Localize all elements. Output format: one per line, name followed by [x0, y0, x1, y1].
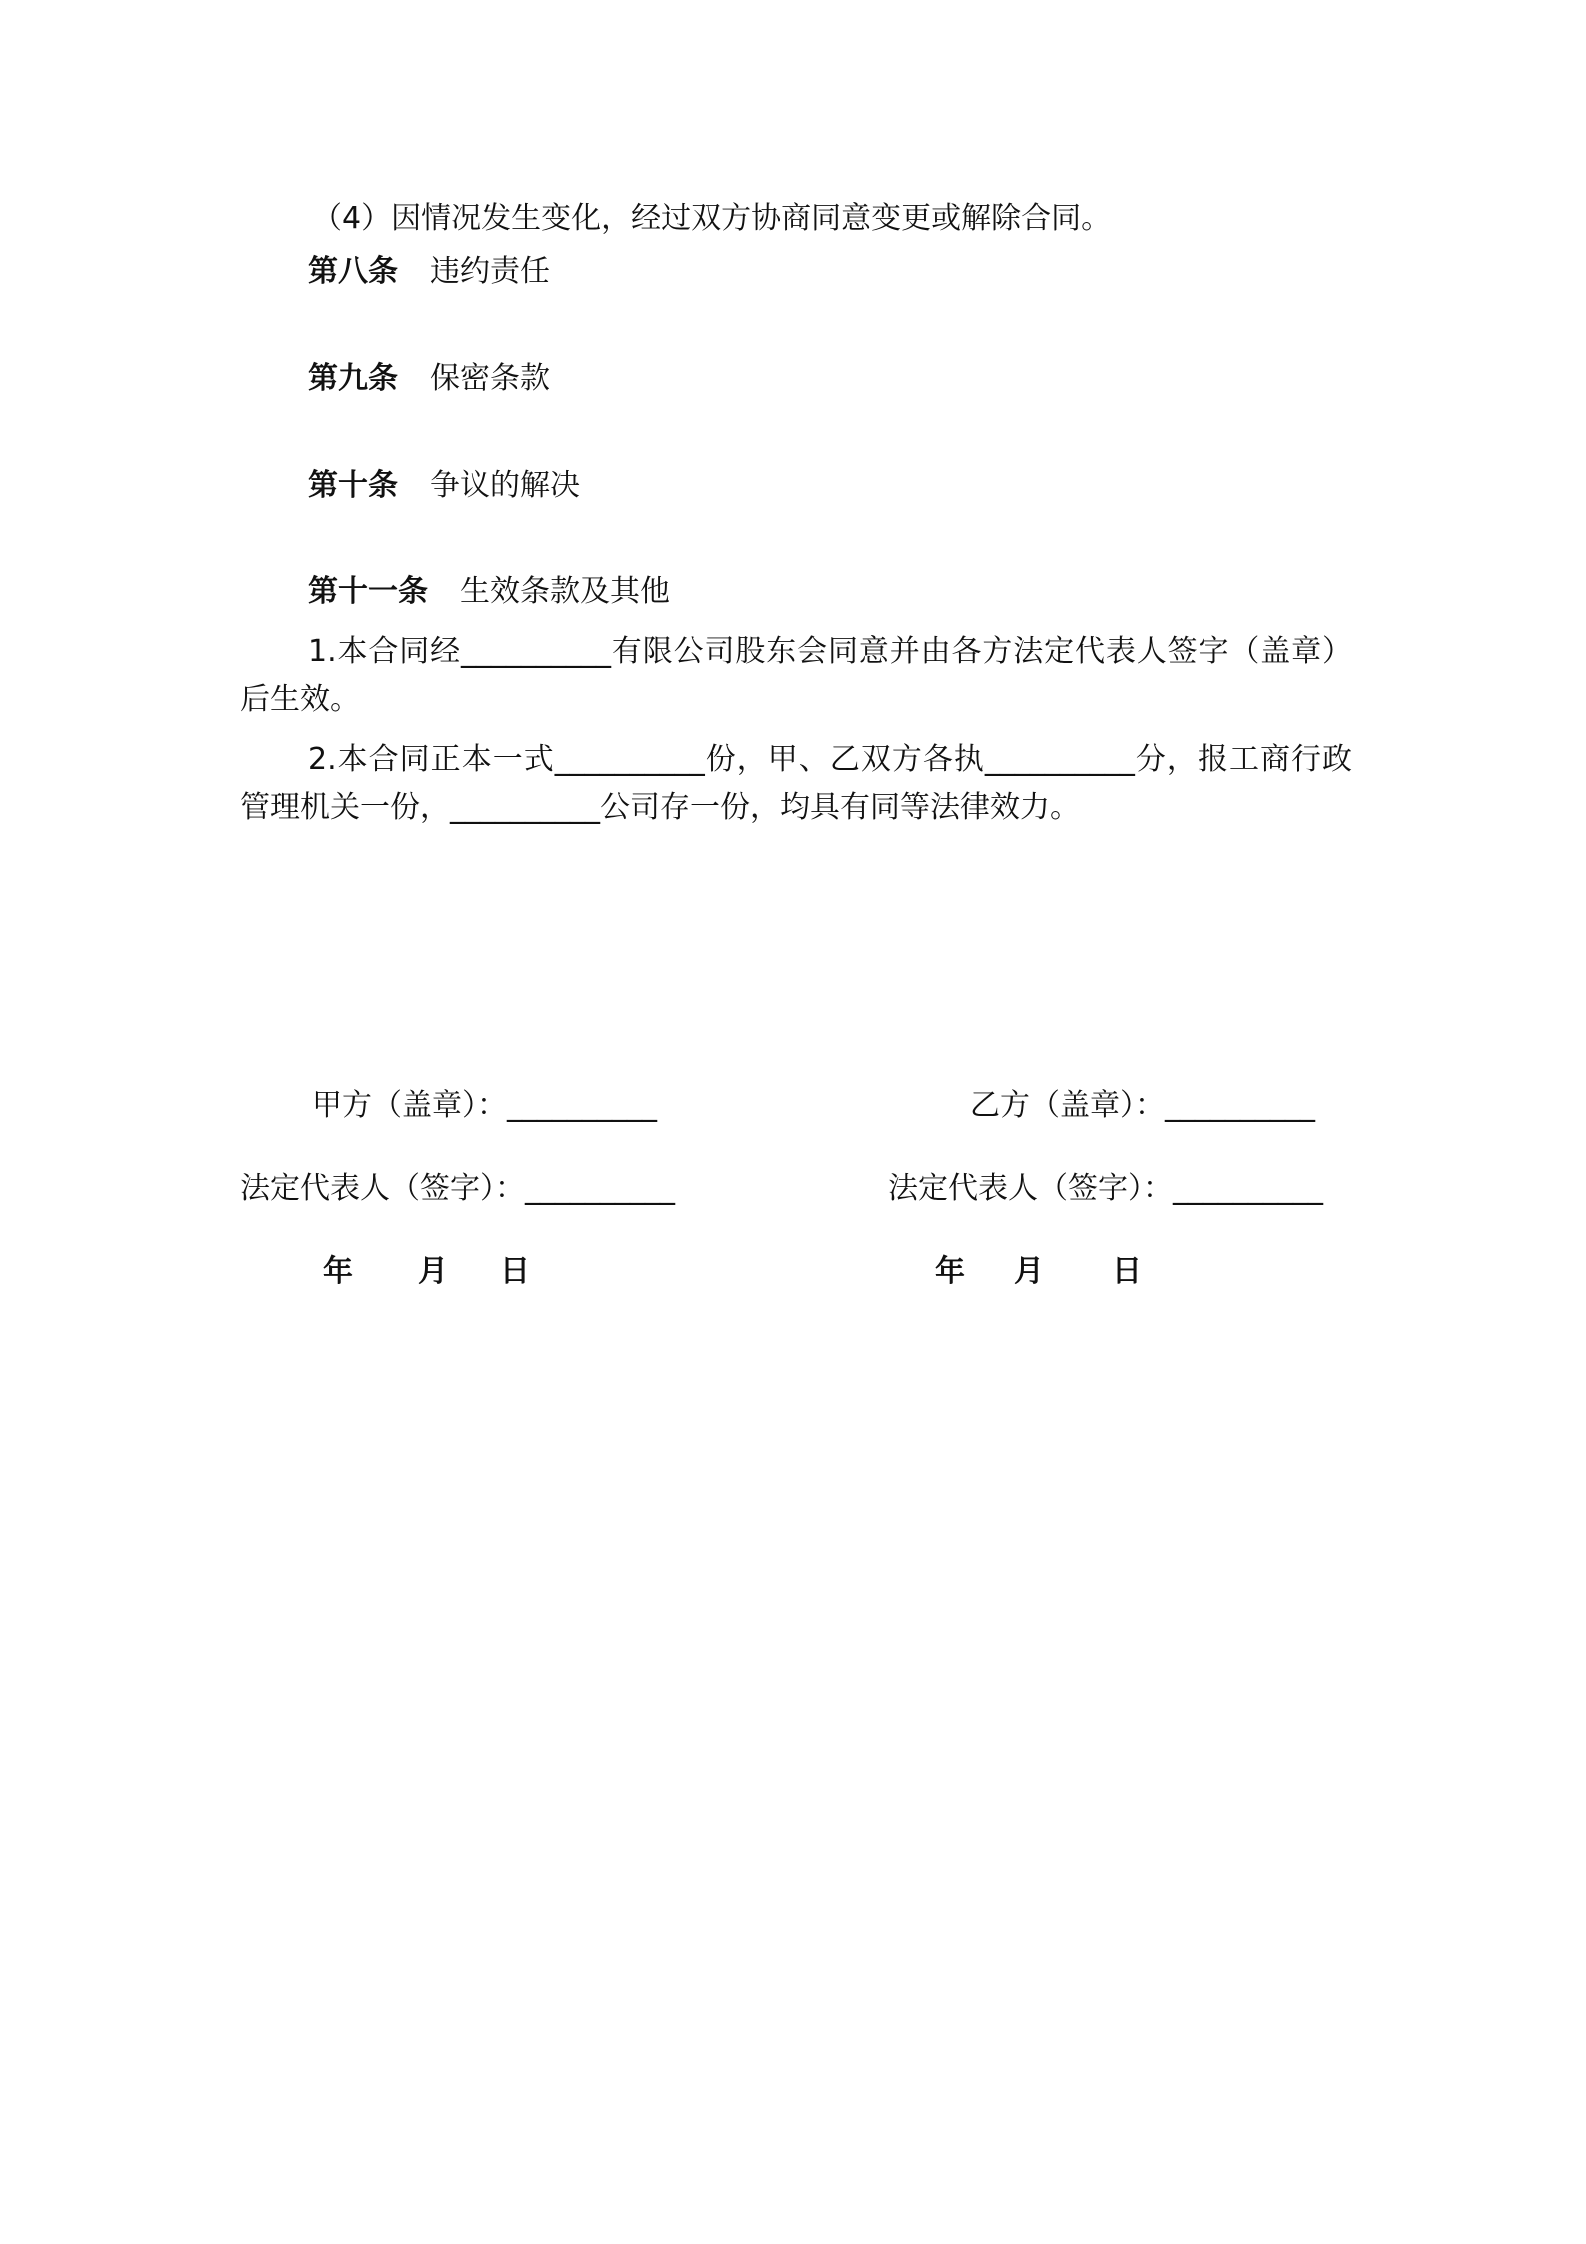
article-11-heading — [308, 572, 670, 612]
party-a-date-month: 月 — [418, 1254, 448, 1289]
article-number: 第八条 — [308, 254, 398, 289]
effectiveness-paragraph: 1.本合同经__________有限公司股东会同意并由各方法定代表人签字（盖章）后生效。 — [240, 634, 1352, 717]
party-b-date-year: 年 — [935, 1254, 965, 1289]
party-b-date-month: 月 — [1014, 1254, 1044, 1289]
article-title: 保密条款 — [430, 361, 550, 396]
party-b-date-day: 日 — [1112, 1254, 1142, 1289]
party-a-representative-line: 法定代表人（签字）：__________ — [240, 1171, 675, 1206]
party-b-seal-line: 乙方（盖章）：__________ — [970, 1088, 1315, 1123]
article-title: 争议的解决 — [430, 468, 580, 503]
party-a-date-day: 日 — [500, 1254, 530, 1289]
copies-paragraph: 2.本合同正本一式__________份，甲、乙双方各执__________分，报工商行政管理机关一份，__________公司存一份，均具有同等法律效力。 — [240, 742, 1352, 825]
article-8-heading — [308, 252, 550, 292]
article-title: 生效条款及其他 — [460, 574, 670, 609]
article-10-heading — [308, 466, 580, 506]
clause-4-text: （4）因情况发生变化，经过双方协商同意变更或解除合同。 — [312, 201, 1112, 236]
article-number: 第十条 — [308, 468, 398, 503]
article-9-heading — [308, 359, 550, 399]
party-a-seal-line: 甲方（盖章）：__________ — [312, 1088, 657, 1123]
party-a-date-year: 年 — [323, 1254, 353, 1289]
article-number: 第十一条 — [308, 574, 428, 609]
article-number: 第九条 — [308, 361, 398, 396]
party-b-representative-line: 法定代表人（签字）：__________ — [888, 1171, 1323, 1206]
article-title: 违约责任 — [430, 254, 550, 289]
